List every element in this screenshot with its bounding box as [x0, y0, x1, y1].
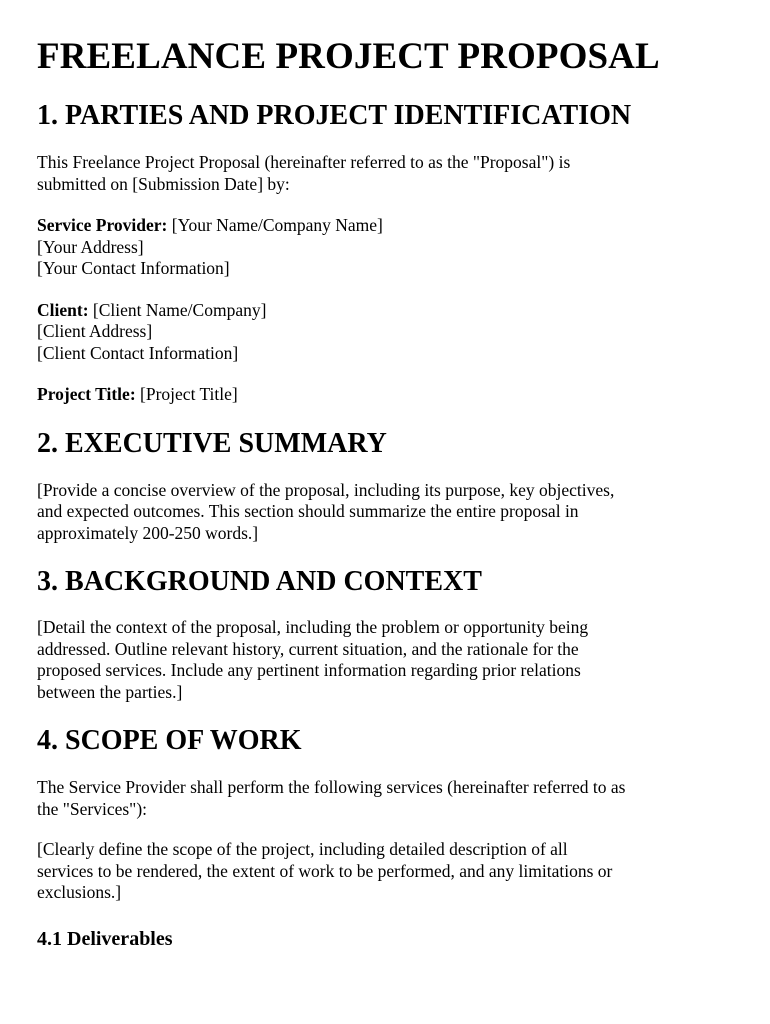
text-line: addressed. Outline relevant history, current situation, and the rationale for the — [37, 638, 579, 659]
text-line: The Service Provider shall perform the following services (hereinafter referred to as — [37, 777, 626, 797]
client-label: Client: — [37, 299, 89, 320]
text-line: This Freelance Project Proposal (hereinafter referred to as the "Proposal") is — [37, 152, 571, 172]
text-line: submitted on [Submission Date] by: — [37, 173, 290, 194]
text-line: approximately 200-250 words.] — [37, 522, 259, 543]
client-name: [Client Name/Company] — [88, 299, 267, 320]
document-page — [37, 0, 737, 951]
service-provider-label: Service Provider: — [37, 215, 168, 235]
document-title: FREELANCE PROJECT PROPOSAL — [37, 36, 660, 77]
section-heading-parties: 1. PARTIES AND PROJECT IDENTIFICATION — [37, 100, 632, 131]
scope-intro-paragraph — [37, 777, 737, 820]
service-provider-block — [37, 215, 737, 280]
section-heading-scope-of-work: 4. SCOPE OF WORK — [37, 725, 302, 756]
section-heading-executive-summary: 2. EXECUTIVE SUMMARY — [37, 427, 387, 459]
text-line: exclusions.] — [37, 882, 122, 902]
project-title-value: [Project Title] — [135, 384, 238, 404]
project-title-label: Project Title: — [37, 384, 136, 404]
subsection-heading-deliverables: 4.1 Deliverables — [37, 927, 173, 950]
executive-summary-paragraph — [37, 480, 737, 545]
service-provider-name: [Your Name/Company Name] — [167, 215, 383, 235]
background-paragraph — [37, 617, 737, 703]
text-line: [Detail the context of the proposal, including the problem or opportunity being — [37, 617, 589, 637]
text-line: and expected outcomes. This section should summarize the entire proposal in — [37, 501, 579, 521]
text-line: the "Services"): — [37, 798, 148, 819]
client-contact: [Client Contact Information] — [37, 342, 239, 363]
text-line: [Provide a concise overview of the proposal, including its purpose, key objectives, — [37, 479, 615, 500]
section-heading-background: 3. BACKGROUND AND CONTEXT — [37, 566, 482, 597]
text-line: [Clearly define the scope of the project, including detailed description of all — [37, 839, 568, 859]
service-provider-address: [Your Address] — [37, 236, 144, 257]
scope-detail-paragraph — [37, 839, 737, 904]
text-line: services to be rendered, the extent of work to be performed, and any limitations or — [37, 860, 613, 881]
client-address: [Client Address] — [37, 321, 153, 341]
project-title-block — [37, 384, 737, 406]
client-block — [37, 300, 737, 365]
text-line: between the parties.] — [37, 681, 183, 702]
service-provider-contact: [Your Contact Information] — [37, 258, 230, 278]
parties-intro-paragraph — [37, 152, 737, 195]
text-line: proposed services. Include any pertinent information regarding prior relations — [37, 660, 581, 680]
